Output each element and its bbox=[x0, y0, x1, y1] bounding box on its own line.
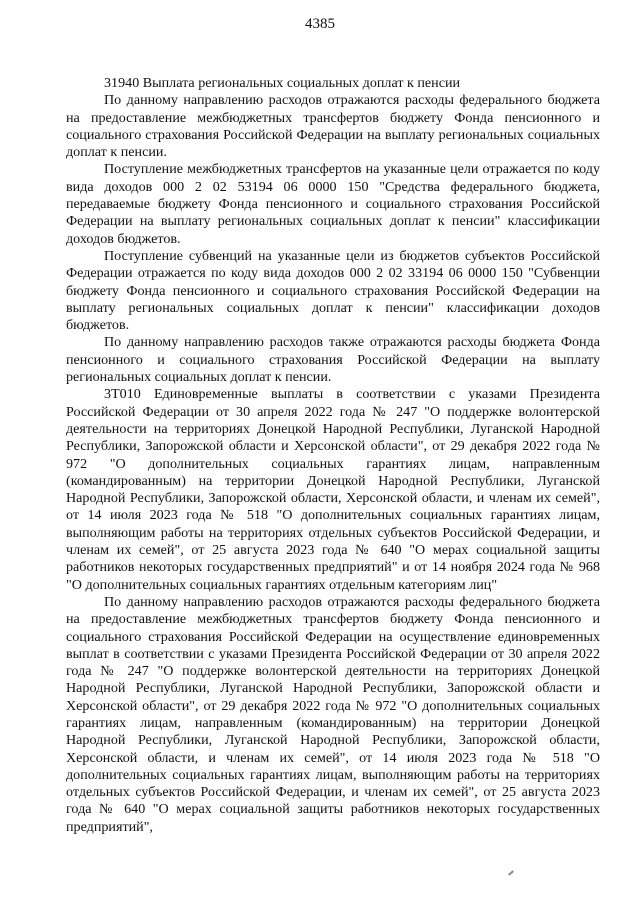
paragraph-subvention-income-code: Поступление субвенций на указанные цели из бюджетов субъектов Российской Федерации отражается по коду вида доходов 000 2 02 33194 06 0000 150 "Субвенции бюджету Фонда пенсионного и социального страхования Российской Федерации на выплату региональных социальных доплат к пенсии" классификации доходов бюджетов. bbox=[66, 247, 600, 334]
scan-artifact bbox=[508, 870, 514, 875]
paragraph-transfer-income-code: Поступление межбюджетных трансфертов на указанные цели отражается по коду вида доходов 000 2 02 53194 06 0000 150 "Средства федерального бюджета, передаваемые бюджету Фонда пенсионного и социального страхования Российской Федерации на выплату региональных социальных доплат к пенсии" классификации доходов бюджетов. bbox=[66, 161, 600, 247]
document-body bbox=[66, 75, 600, 836]
page-number: 4385 bbox=[305, 16, 335, 32]
paragraph-fund-expenses: По данному направлению расходов также отражаются расходы бюджета Фонда пенсионного и социального страхования Российской Федерации на выплату региональных социальных доплат к пенсии. bbox=[66, 334, 600, 386]
section-heading-31940: 31940 Выплата региональных социальных доплат к пенсии bbox=[104, 75, 461, 91]
paragraph-federal-expenses: По данному направлению расходов отражаются расходы федерального бюджета на предоставление межбюджетных трансфертов бюджету Фонда пенсионного и социального страхования Российской Федерации на выплату региональных социальных доплат к пенсии. bbox=[66, 92, 600, 161]
paragraph-lump-sum-expenses: По данному направлению расходов отражаются расходы федерального бюджета на предоставление межбюджетных трансфертов бюджету Фонда пенсионного и социального страхования Российской Федерации на осуществление единовременных выплат в соответствии с указами Президента Российской Федерации от 30 апреля 2022 года № 247 "О поддержке волонтерской деятельности на территориях Донецкой Народной Республики, Луганской Народной Республики, Запорожской области и Херсонской области", от 29 декабря 2022 года № 972 "О дополнительных социальных гарантиях лицам, направленным (командированным) на территории Донецкой Народной Республики, Луганской Народной Республики, Запорожской области, Херсонской области, и членам их семей", от 14 июля 2023 года № 518 "О дополнительных социальных гарантиях лицам, выполняющим работы на территориях отдельных субъектов Российской Федерации, и членам их семей", от 25 августа 2023 года № 640 "О мерах социальной защиты работников некоторых государственных предприятий", bbox=[66, 593, 600, 835]
section-heading-3t010: 3Т010 Единовременные выплаты в соответствии с указами Президента Российской Федерации от 30 апреля 2022 года № 247 "О поддержке волонтерской деятельности на территориях Донецкой Народной Республики, Луганской Народной Республики, Запорожской области и Херсонской области", от 29 декабря 2022 года № 972 "О дополнительных социальных гарантиях лицам, направленным (командированным) на территории Донецкой Народной Республики, Луганской Народной Республики, Запорожской области, Херсонской области, и членам их семей", от 14 июля 2023 года № 518 "О дополнительных социальных гарантиях лицам, выполняющим работы на территориях отдельных субъектов Российской Федерации, и членам их семей", от 25 августа 2023 года № 640 "О мерах социальной защиты работников некоторых государственных предприятий" и от 14 ноября 2024 года № 968 "О дополнительных социальных гарантиях отдельным категориям лиц" bbox=[66, 386, 600, 593]
